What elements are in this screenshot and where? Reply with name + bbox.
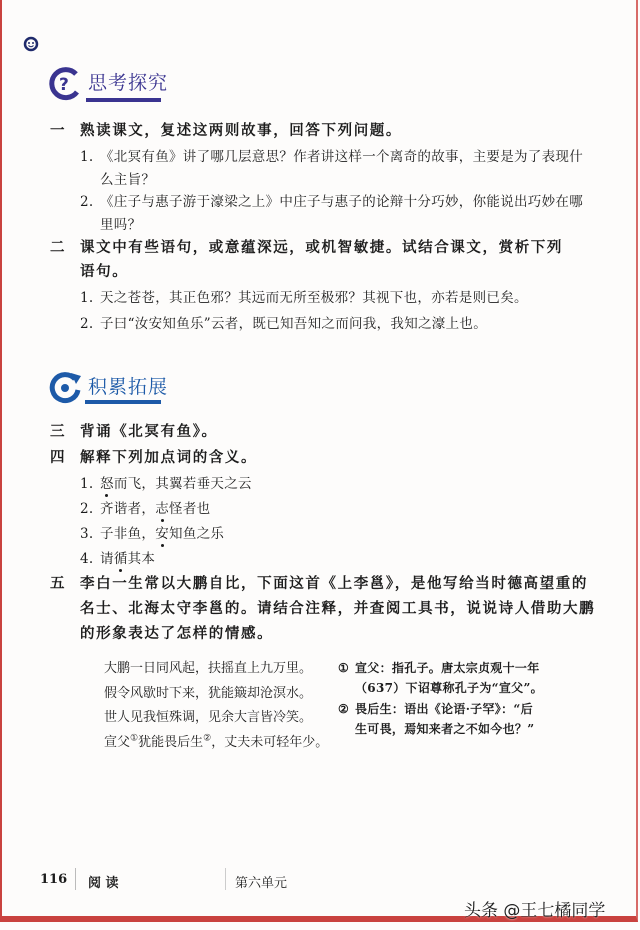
poem-line: 世人见我恒殊调，见余大言皆冷笑。 [104,710,313,725]
item-number: 1. [80,149,94,165]
poem-line [104,731,328,750]
poem-text: ，丈夫未可轻年少。 [211,735,329,750]
divider [225,868,226,890]
item-number: 4. [80,551,94,567]
item-number: 1. [80,290,94,306]
item-text: 《庄子与惠子游于濠梁之上》中庄子与惠子的论辩十分巧妙，你能说出巧妙在哪 [100,194,583,210]
section-title: 积累拓展 [88,376,169,398]
question-text: 的形象表达了怎样的情感。 [80,625,274,642]
question-number: 二 [50,239,67,256]
item-text: 天之苍苍，其正色邪？其远而无所至极邪？其视下也，亦若是则已矣。 [100,290,528,306]
watermark: 头条 @王七橘同学 [464,901,606,921]
question-text: 课文中有些语句，或意蕴深远，或机智敏捷。试结合课文，赏析下列 [80,239,563,256]
item-number: 2. [80,316,94,332]
poem-text: 犹能畏后生 [138,735,204,750]
section-underline [85,400,161,404]
section-underline [86,98,161,102]
question-text: 名士、北海太守李邕的。请结合注释，并查阅工具书，说说诗人借助大鹏 [80,600,596,617]
footnote-ref: ② [203,733,212,744]
poem-line: 假令风歇时下来，犹能簸却沧溟水。 [104,686,313,701]
note-text: 畏后生：语出《论语·子罕》：“后 [355,702,533,716]
question-number: 一 [50,122,67,139]
item-number: 2. [80,501,94,517]
item-text: 么主旨？ [100,172,156,188]
page-number: 116 [40,872,68,887]
item-text: 齐谐者， [100,501,156,517]
item-number: 3. [80,526,94,542]
dotted-word: 志 [155,501,170,517]
item-text: 怪者也 [169,501,211,517]
item-number: 1. [80,476,94,492]
item-text: 《北冥有鱼》讲了哪几层意思？作者讲这样一个离奇的故事，主要是为了表现什 [100,149,583,165]
question-number: 四 [50,449,67,466]
question-text: 解释下列加点词的含义。 [80,449,258,466]
question-text: 李白一生常以大鹏自比，下面这首《上李邕》，是他写给当时德高望重的 [80,575,588,592]
question-text: 熟读课文，复述这两则故事，回答下列问题。 [80,122,402,139]
item-text: 子非鱼， [100,526,156,542]
question-number: 三 [50,423,67,440]
dotted-word: 怒 [100,476,114,492]
note-mark: ① [338,661,350,675]
divider [75,868,76,890]
refresh-arrow-icon [49,370,83,404]
item-text: 里吗？ [100,217,142,233]
section-title: 思考探究 [88,72,169,94]
item-text: 请 [100,551,114,567]
question-number: 五 [50,575,67,592]
dotted-word: 安 [155,526,170,542]
item-text: 而飞，其翼若垂天之云 [113,476,252,492]
dotted-word: 循 [113,551,128,567]
question-text: 语句。 [80,263,129,280]
item-number: 2. [80,194,94,210]
poem-text: 宣父 [104,735,131,750]
poem-line: 大鹏一日同风起，扶摇直上九万里。 [104,661,313,676]
item-text: 其本 [127,551,156,567]
note-text: 生可畏，焉知来者之不如今也？” [355,722,535,736]
note-text: 宣父：指孔子。唐太宗贞观十一年 [355,661,540,675]
svg-text:?: ? [59,75,69,95]
footnote-ref: ① [130,733,139,744]
item-text: 子曰“汝安知鱼乐”云者，既已知吾知之而问我，我知之濠上也。 [100,316,488,332]
note-mark: ② [338,702,350,716]
question-icon [49,66,81,102]
footer-section: 阅 读 [88,876,119,891]
item-text: 知鱼之乐 [169,526,225,542]
smiley-icon [23,36,39,52]
footer-unit: 第六单元 [235,876,288,891]
question-text: 背诵《北冥有鱼》。 [80,423,218,440]
note-text: （637）下诏尊称孔子为“宣父”。 [355,681,543,695]
